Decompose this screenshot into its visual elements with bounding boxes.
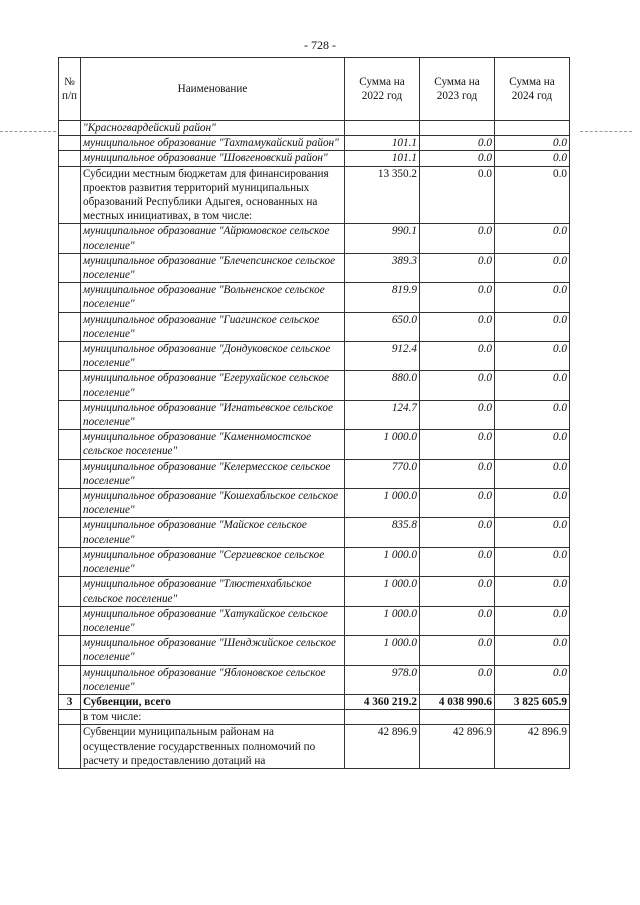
table-row bbox=[59, 518, 570, 547]
row-value-2022: 1 000.0 bbox=[345, 430, 420, 459]
row-value-2022: 389.3 bbox=[345, 253, 420, 282]
row-name: муниципальное образование "Ябл​оновское сельское поселение" bbox=[81, 665, 345, 694]
row-num bbox=[59, 312, 81, 341]
row-value-2024: 0.0 bbox=[495, 577, 570, 606]
row-value-2024: 3 825 605.9 bbox=[495, 694, 570, 709]
row-value-2023: 0.0 bbox=[420, 577, 495, 606]
row-value-2023: 0.0 bbox=[420, 636, 495, 665]
row-num bbox=[59, 121, 81, 136]
row-num bbox=[59, 665, 81, 694]
row-value-2023: 0.0 bbox=[420, 151, 495, 166]
row-value-2024: 0.0 bbox=[495, 253, 570, 282]
table-row bbox=[59, 547, 570, 576]
row-value-2022: 1 000.0 bbox=[345, 489, 420, 518]
row-num bbox=[59, 459, 81, 488]
row-value-2024: 0.0 bbox=[495, 151, 570, 166]
row-num bbox=[59, 710, 81, 725]
table-row bbox=[59, 224, 570, 253]
row-value-2024 bbox=[495, 121, 570, 136]
row-num bbox=[59, 400, 81, 429]
row-name: муниципальное образование "Тахтамукайский район" bbox=[81, 136, 345, 151]
table-row bbox=[59, 136, 570, 151]
row-value-2022: 1 000.0 bbox=[345, 547, 420, 576]
row-num bbox=[59, 547, 81, 576]
row-value-2024: 42 896.9 bbox=[495, 725, 570, 769]
row-value-2022 bbox=[345, 710, 420, 725]
row-value-2022: 978.0 bbox=[345, 665, 420, 694]
table-row bbox=[59, 151, 570, 166]
row-name: муниципальное образование "Каменномостское сельское поселение" bbox=[81, 430, 345, 459]
row-value-2022: 1 000.0 bbox=[345, 636, 420, 665]
row-value-2024: 0.0 bbox=[495, 489, 570, 518]
row-value-2022: 42 896.9 bbox=[345, 725, 420, 769]
row-num bbox=[59, 518, 81, 547]
row-value-2022: 912.4 bbox=[345, 342, 420, 371]
row-value-2023: 0.0 bbox=[420, 459, 495, 488]
table-row bbox=[59, 665, 570, 694]
budget-table bbox=[58, 57, 570, 769]
row-num bbox=[59, 371, 81, 400]
row-value-2024: 0.0 bbox=[495, 283, 570, 312]
row-value-2024: 0.0 bbox=[495, 400, 570, 429]
row-name: муниципальное образование "Айрюмовское сельское поселение" bbox=[81, 224, 345, 253]
row-value-2024: 0.0 bbox=[495, 371, 570, 400]
row-value-2023 bbox=[420, 121, 495, 136]
row-value-2022: 990.1 bbox=[345, 224, 420, 253]
row-name: муниципальное образование "Келермесское сельское поселение" bbox=[81, 459, 345, 488]
row-num bbox=[59, 606, 81, 635]
row-name: Субсидии местным бюджетам для финансирования проектов развития территорий муниципальных образований Республики Адыгея, основанных на местных инициативах, в том числе: bbox=[81, 166, 345, 224]
row-value-2022: 101.1 bbox=[345, 151, 420, 166]
header-name: Наименование bbox=[81, 58, 345, 121]
row-value-2024: 0.0 bbox=[495, 224, 570, 253]
row-num bbox=[59, 430, 81, 459]
row-value-2022: 124.7 bbox=[345, 400, 420, 429]
header-2024: Сумма на 2024 год bbox=[495, 58, 570, 121]
table-header-row bbox=[59, 58, 570, 121]
row-value-2024: 0.0 bbox=[495, 342, 570, 371]
row-value-2024: 0.0 bbox=[495, 430, 570, 459]
row-value-2023: 4 038 990.6 bbox=[420, 694, 495, 709]
row-value-2023: 0.0 bbox=[420, 518, 495, 547]
row-value-2022: 835.8 bbox=[345, 518, 420, 547]
row-value-2024: 0.0 bbox=[495, 312, 570, 341]
row-num bbox=[59, 166, 81, 224]
table-row bbox=[59, 371, 570, 400]
row-value-2023: 0.0 bbox=[420, 342, 495, 371]
table-row bbox=[59, 253, 570, 282]
row-value-2023: 0.0 bbox=[420, 166, 495, 224]
row-value-2022: 4 360 219.2 bbox=[345, 694, 420, 709]
table-row bbox=[59, 312, 570, 341]
row-value-2023: 0.0 bbox=[420, 489, 495, 518]
header-num: № п/п bbox=[59, 58, 81, 121]
row-name: муниципальное образование "Блечепсинское сельское поселение" bbox=[81, 253, 345, 282]
row-value-2022: 770.0 bbox=[345, 459, 420, 488]
row-name: муниципальное образование "Гиагинское сельское поселение" bbox=[81, 312, 345, 341]
row-name: муниципальное образование "Кошехабльское сельское поселение" bbox=[81, 489, 345, 518]
row-value-2022: 819.9 bbox=[345, 283, 420, 312]
row-name: муниципальное образование "Шенджийское сельское поселение" bbox=[81, 636, 345, 665]
row-name: в том числе: bbox=[81, 710, 345, 725]
row-value-2023: 0.0 bbox=[420, 665, 495, 694]
row-value-2022: 13 350.2 bbox=[345, 166, 420, 224]
table-row bbox=[59, 430, 570, 459]
table-row bbox=[59, 166, 570, 224]
row-value-2023: 0.0 bbox=[420, 430, 495, 459]
row-num bbox=[59, 136, 81, 151]
header-2022: Сумма на 2022 год bbox=[345, 58, 420, 121]
header-2023: Сумма на 2023 год bbox=[420, 58, 495, 121]
row-value-2024: 0.0 bbox=[495, 459, 570, 488]
row-num bbox=[59, 489, 81, 518]
row-value-2023: 0.0 bbox=[420, 253, 495, 282]
row-value-2024: 0.0 bbox=[495, 166, 570, 224]
scan-cut-line-right bbox=[580, 131, 632, 132]
table-row bbox=[59, 694, 570, 709]
row-num bbox=[59, 725, 81, 769]
table-row bbox=[59, 710, 570, 725]
table-row bbox=[59, 489, 570, 518]
row-name: "Красногвардейский район" bbox=[81, 121, 345, 136]
row-num bbox=[59, 577, 81, 606]
row-name: Субвенции, всего bbox=[81, 694, 345, 709]
row-value-2022 bbox=[345, 121, 420, 136]
row-num bbox=[59, 151, 81, 166]
row-value-2024: 0.0 bbox=[495, 606, 570, 635]
row-num bbox=[59, 224, 81, 253]
row-value-2023: 0.0 bbox=[420, 547, 495, 576]
row-value-2022: 1 000.0 bbox=[345, 577, 420, 606]
table-row bbox=[59, 577, 570, 606]
row-value-2022: 1 000.0 bbox=[345, 606, 420, 635]
table-row bbox=[59, 636, 570, 665]
row-value-2024: 0.0 bbox=[495, 518, 570, 547]
row-value-2024 bbox=[495, 710, 570, 725]
table-row bbox=[59, 121, 570, 136]
row-name: муниципальное образование "Сергиевское сельское поселение" bbox=[81, 547, 345, 576]
row-value-2023: 42 896.9 bbox=[420, 725, 495, 769]
row-num bbox=[59, 253, 81, 282]
row-value-2022: 101.1 bbox=[345, 136, 420, 151]
row-value-2022: 650.0 bbox=[345, 312, 420, 341]
row-value-2023 bbox=[420, 710, 495, 725]
row-value-2023: 0.0 bbox=[420, 606, 495, 635]
row-value-2024: 0.0 bbox=[495, 636, 570, 665]
page-number: - 728 - bbox=[304, 38, 336, 52]
row-value-2023: 0.0 bbox=[420, 224, 495, 253]
row-value-2024: 0.0 bbox=[495, 547, 570, 576]
table-row bbox=[59, 606, 570, 635]
scan-cut-line-left bbox=[0, 131, 56, 132]
row-value-2023: 0.0 bbox=[420, 136, 495, 151]
row-value-2024: 0.0 bbox=[495, 136, 570, 151]
row-name: муниципальное образование "Дондуковское сельское поселение" bbox=[81, 342, 345, 371]
table-row bbox=[59, 459, 570, 488]
row-num bbox=[59, 636, 81, 665]
row-name: муниципальное образование "Вольненское сельское поселение" bbox=[81, 283, 345, 312]
row-name: муниципальное образование "Шовгеновский район" bbox=[81, 151, 345, 166]
table-row bbox=[59, 283, 570, 312]
row-value-2023: 0.0 bbox=[420, 400, 495, 429]
row-name: Субвенции муниципальным районам на осуществление государственных полномочий по расчету и предоставлению дотаций на bbox=[81, 725, 345, 769]
row-value-2023: 0.0 bbox=[420, 371, 495, 400]
row-value-2023: 0.0 bbox=[420, 283, 495, 312]
row-name: муниципальное образование "Майское сельское поселение" bbox=[81, 518, 345, 547]
row-value-2024: 0.0 bbox=[495, 665, 570, 694]
row-value-2022: 880.0 bbox=[345, 371, 420, 400]
row-name: муниципальное образование "Тлюстенхабльское сельское поселение" bbox=[81, 577, 345, 606]
row-num bbox=[59, 283, 81, 312]
row-value-2023: 0.0 bbox=[420, 312, 495, 341]
row-name: муниципальное образование "Хатукайское сельское поселение" bbox=[81, 606, 345, 635]
row-name: муниципальное образование "Игнатьевское сельское поселение" bbox=[81, 400, 345, 429]
table-row bbox=[59, 400, 570, 429]
row-name: муниципальное образование "Егерухайское сельское поселение" bbox=[81, 371, 345, 400]
table-row bbox=[59, 342, 570, 371]
row-num bbox=[59, 342, 81, 371]
table-row bbox=[59, 725, 570, 769]
row-num: 3 bbox=[59, 694, 81, 709]
